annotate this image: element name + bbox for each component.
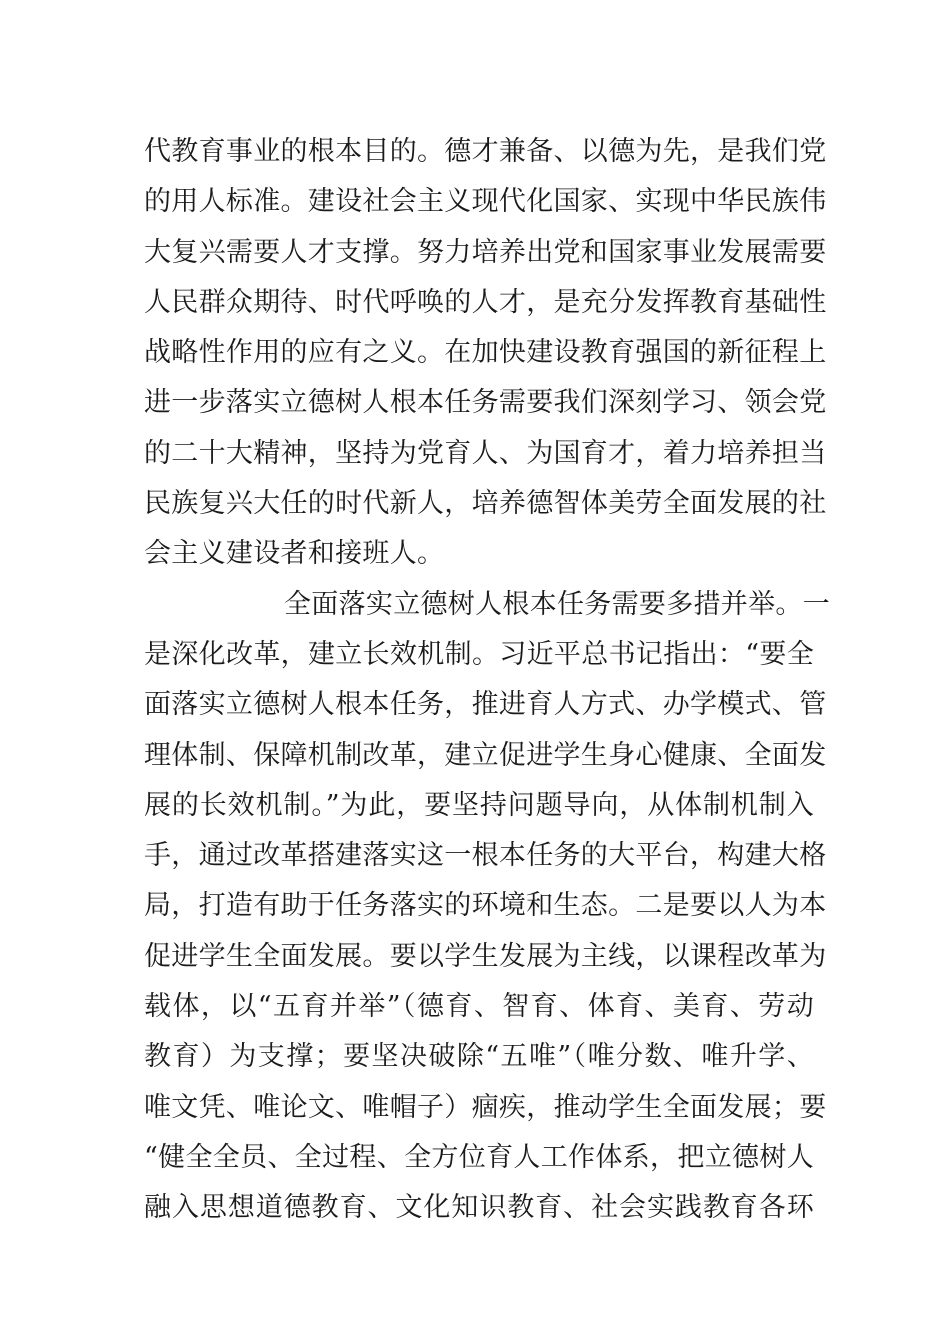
text-line: 手，通过改革搭建落实这一根本任务的大平台，构建大格: [144, 840, 827, 872]
text-line: 融入思想道德教育、文化知识教育、社会实践教育各环: [144, 1192, 814, 1224]
text-line: 代教育事业的根本目的。德才兼备、以德为先，是我们党: [144, 136, 827, 167]
paragraph-2: [144, 580, 830, 1234]
text-line: 唯文凭、唯论文、唯帽子）痼疾，推动学生全面发展；要: [144, 1091, 827, 1123]
body-text: [144, 127, 830, 1234]
text-line: “健全全员、全过程、全方位育人工作体系，把立德树人: [144, 1141, 814, 1173]
text-line: 全面落实立德树人根本任务需要多措并举。一: [284, 588, 830, 620]
paragraph-1: [144, 127, 827, 580]
text-line: 是深化改革，建立长效机制。习近平总书记指出：“要全: [144, 638, 814, 670]
text-line: 民族复兴大任的时代新人，培养德智体美劳全面发展的社: [144, 488, 827, 520]
text-line: 面落实立德树人根本任务，推进育人方式、办学模式、管: [144, 689, 827, 721]
text-line: 的用人标准。建设社会主义现代化国家、实现中华民族伟: [144, 186, 827, 218]
text-line: 人民群众期待、时代呼唤的人才，是充分发挥教育基础性: [144, 286, 827, 318]
text-line: 战略性作用的应有之义。在加快建设教育强国的新征程上: [144, 337, 827, 369]
text-line: 的二十大精神，坚持为党育人、为国育才，着力培养担当: [144, 437, 827, 469]
text-line: 大复兴需要人才支撑。努力培养出党和国家事业发展需要: [144, 236, 827, 268]
text-line: 促进学生全面发展。要以学生发展为主线，以课程改革为: [144, 940, 827, 972]
text-line: 载体，以“五育并举”（德育、智育、体育、美育、劳动: [144, 991, 814, 1023]
text-line: 会主义建设者和接班人。: [144, 538, 445, 570]
text-line: 展的长效机制。”为此，要坚持问题导向，从体制机制入: [144, 789, 814, 821]
text-line: 局，打造有助于任务落实的环境和生态。二是要以人为本: [144, 890, 827, 922]
text-line: 进一步落实立德树人根本任务需要我们深刻学习、领会党: [144, 387, 827, 419]
text-line: 教育）为支撑；要坚决破除“五唯”（唯分数、唯升学、: [144, 1041, 814, 1073]
text-line: 理体制、保障机制改革，建立促进学生身心健康、全面发: [144, 739, 827, 771]
